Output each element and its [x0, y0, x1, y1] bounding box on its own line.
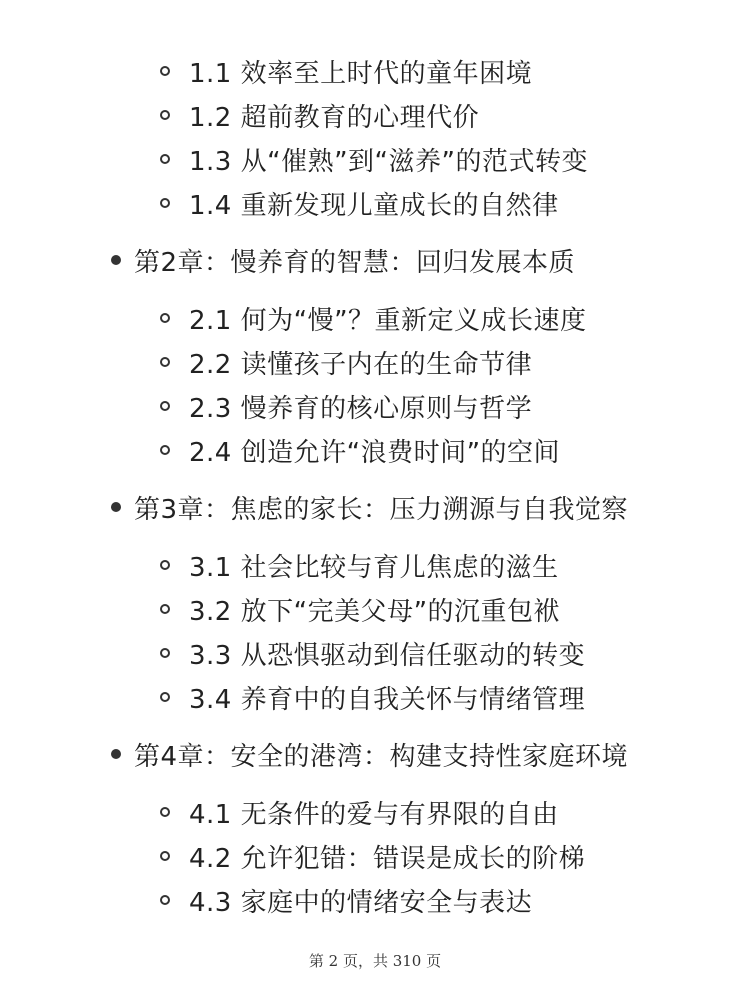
toc-subsection — [0, 836, 750, 876]
filled-bullet-icon — [111, 255, 121, 265]
hollow-bullet-icon — [160, 66, 170, 76]
page-number-footer: 第 2 页，共 310 页 — [308, 952, 442, 970]
hollow-bullet-icon — [160, 110, 170, 120]
toc-subsection — [0, 589, 750, 629]
toc-subsection — [0, 430, 750, 470]
toc-subsection — [0, 880, 750, 920]
toc-subsection — [0, 545, 750, 585]
toc-subsection — [0, 677, 750, 717]
toc-subsection — [0, 342, 750, 382]
toc-subsection-text: 3.2 放下“完美父母”的沉重包袱 — [189, 596, 561, 627]
hollow-bullet-icon — [160, 154, 170, 164]
toc-subsection — [0, 633, 750, 673]
toc-subsection-text: 1.2 超前教育的心理代价 — [189, 102, 480, 133]
hollow-bullet-icon — [160, 604, 170, 614]
toc-subsection — [0, 51, 750, 91]
hollow-bullet-icon — [160, 313, 170, 323]
toc-subsection — [0, 139, 750, 179]
toc-subsection-text: 1.4 重新发现儿童成长的自然律 — [189, 190, 559, 221]
toc-subsection-text: 1.1 效率至上时代的童年困境 — [189, 58, 533, 89]
toc-subsection-text: 2.3 慢养育的核心原则与哲学 — [189, 393, 533, 424]
toc-subsection-text: 3.1 社会比较与育儿焦虑的滋生 — [189, 552, 559, 583]
filled-bullet-icon — [111, 749, 121, 759]
toc-chapter — [0, 734, 750, 774]
hollow-bullet-icon — [160, 357, 170, 367]
toc-subsection — [0, 386, 750, 426]
toc-subsection — [0, 792, 750, 832]
hollow-bullet-icon — [160, 560, 170, 570]
filled-bullet-icon — [111, 502, 121, 512]
hollow-bullet-icon — [160, 895, 170, 905]
toc-subsection-text: 3.3 从恐惧驱动到信任驱动的转变 — [189, 640, 586, 671]
hollow-bullet-icon — [160, 401, 170, 411]
toc-subsection — [0, 183, 750, 223]
toc-chapter-text: 第2章：慢养育的智慧：回归发展本质 — [134, 247, 576, 278]
toc-subsection — [0, 95, 750, 135]
toc-subsection-text: 4.2 允许犯错：错误是成长的阶梯 — [189, 843, 586, 874]
toc-subsection-text: 4.3 家庭中的情绪安全与表达 — [189, 887, 533, 918]
toc-subsection-text: 2.1 何为“慢”？重新定义成长速度 — [189, 305, 587, 336]
toc-chapter — [0, 487, 750, 527]
hollow-bullet-icon — [160, 807, 170, 817]
toc-subsection-text: 2.2 读懂孩子内在的生命节律 — [189, 349, 533, 380]
toc-subsection — [0, 298, 750, 338]
toc-chapter — [0, 240, 750, 280]
toc-subsection-text: 2.4 创造允许“浪费时间”的空间 — [189, 437, 561, 468]
hollow-bullet-icon — [160, 648, 170, 658]
hollow-bullet-icon — [160, 198, 170, 208]
toc-subsection-text: 4.1 无条件的爱与有界限的自由 — [189, 799, 559, 830]
hollow-bullet-icon — [160, 692, 170, 702]
hollow-bullet-icon — [160, 851, 170, 861]
toc-chapter-text: 第3章：焦虑的家长：压力溯源与自我觉察 — [134, 494, 629, 525]
toc-subsection-text: 1.3 从“催熟”到“滋养”的范式转变 — [189, 146, 588, 177]
toc-chapter-text: 第4章：安全的港湾：构建支持性家庭环境 — [134, 741, 629, 772]
toc-subsection-text: 3.4 养育中的自我关怀与情绪管理 — [189, 684, 586, 715]
hollow-bullet-icon — [160, 445, 170, 455]
